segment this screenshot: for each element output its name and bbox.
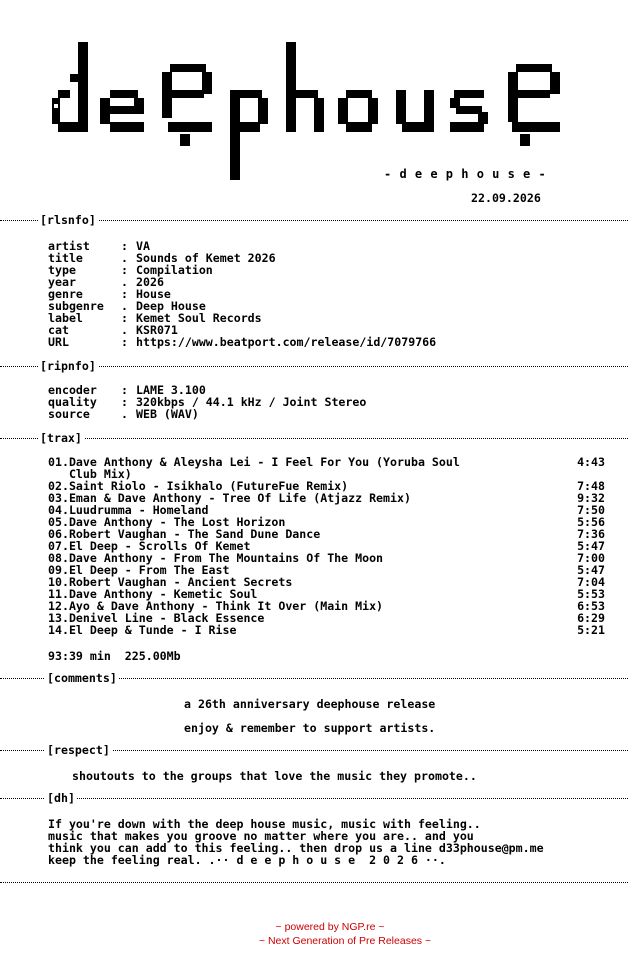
track-title: 14.El Deep & Tunde - I Rise [48, 623, 237, 637]
section-comments: [comments] [47, 671, 117, 685]
section-divider [0, 798, 628, 799]
release_info-key: URL [48, 335, 69, 349]
rip_info-key: quality [48, 395, 97, 409]
track-duration: 5:47 [577, 539, 605, 553]
dh-line: If you're down with the deep house music, music with feeling.. [48, 817, 481, 831]
release_info-sep: : [121, 287, 128, 301]
section-divider [0, 438, 628, 439]
release_info-key: year [48, 275, 76, 289]
track-title: 02.Saint Riolo - Isikhalo (FutureFue Remix) [48, 479, 349, 493]
rip_info-sep: : [121, 383, 128, 397]
rip_info-key: encoder [48, 383, 97, 397]
track-duration: 5:53 [577, 587, 605, 601]
release_info-sep: : [121, 239, 128, 253]
release_info-value: 2026 [136, 275, 164, 289]
release_info-value: Sounds of Kemet 2026 [136, 251, 276, 265]
rip_info-sep: . [121, 407, 128, 421]
track-duration: 9:32 [577, 491, 605, 505]
release_info-sep: : [121, 311, 128, 325]
release_info-key: label [48, 311, 83, 325]
release_info-key: title [48, 251, 83, 265]
release_info-value: VA [136, 239, 150, 253]
track-duration: 7:04 [577, 575, 605, 589]
track-duration: 6:53 [577, 599, 605, 613]
rip_info-key: source [48, 407, 90, 421]
rip_info-value: LAME 3.100 [136, 383, 206, 397]
track-duration: 7:00 [577, 551, 605, 565]
track-title: 10.Robert Vaughan - Ancient Secrets [48, 575, 293, 589]
rip_info-value: WEB (WAV) [136, 407, 199, 421]
section-divider [0, 882, 628, 883]
track-duration: 5:56 [577, 515, 605, 529]
deephouse-logo [50, 34, 580, 184]
track-duration: 5:21 [577, 623, 605, 637]
track-duration: 6:29 [577, 611, 605, 625]
track-duration: 4:43 [577, 455, 605, 469]
track-title: 07.El Deep - Scrolls Of Kemet [48, 539, 251, 553]
section-rlsnfo: [rlsnfo] [40, 213, 96, 227]
release_info-sep: . [121, 275, 128, 289]
release_info-sep: . [121, 251, 128, 265]
track-title: 08.Dave Anthony - From The Mountains Of The Moon [48, 551, 384, 565]
section-dh: [dh] [47, 791, 75, 805]
release_info-key: type [48, 263, 76, 277]
release_info-key: artist [48, 239, 90, 253]
track-duration: 7:36 [577, 527, 605, 541]
footer-tagline: ~ Next Generation of Pre Releases ~ [258, 935, 432, 947]
track-title: 11.Dave Anthony - Kemetic Soul [48, 587, 258, 601]
track-duration: 5:47 [577, 563, 605, 577]
release_info-value: Kemet Soul Records [136, 311, 262, 325]
svg-text:deephouse: deephouse [50, 34, 56, 35]
release_info-sep: . [121, 299, 128, 313]
track-title: 13.Denivel Line - Black Essence [48, 611, 265, 625]
rip_info-sep: : [121, 395, 128, 409]
track-title: 06.Robert Vaughan - The Sand Dune Dance [48, 527, 321, 541]
release_info-value: https://www.beatport.com/release/id/7079766 [136, 335, 437, 349]
track-title: 01.Dave Anthony & Aleysha Lei - I Feel For You (Yoruba Soul [48, 455, 460, 469]
track-title: 03.Eman & Dave Anthony - Tree Of Life (Atjazz Remix) [48, 491, 411, 505]
rip_info-value: 320kbps / 44.1 kHz / Joint Stereo [136, 395, 367, 409]
release_info-value: KSR071 [136, 323, 178, 337]
track-title: 04.Luudrumma - Homeland [48, 503, 209, 517]
track-title: 09.El Deep - From The East [48, 563, 230, 577]
track-duration: 7:48 [577, 479, 605, 493]
footer-powered-by: ~ powered by NGP.re ~ [275, 921, 385, 933]
release_info-key: subgenre [48, 299, 104, 313]
release_info-value: Compilation [136, 263, 213, 277]
release-date: 22.09.2026 [471, 191, 541, 205]
comment-line: a 26th anniversary deephouse release [184, 697, 436, 711]
release_info-value: House [136, 287, 171, 301]
section-respect: [respect] [47, 743, 110, 757]
release_info-sep: . [121, 323, 128, 337]
tagline: - d e e p h o u s e - [384, 167, 547, 181]
release_info-key: cat [48, 323, 69, 337]
track-title-continued: Club Mix) [48, 467, 132, 481]
respect-line: shoutouts to the groups that love the music they promote.. [72, 769, 477, 783]
release_info-value: Deep House [136, 299, 206, 313]
track-title: 12.Ayo & Dave Anthony - Think It Over (Main Mix) [48, 599, 384, 613]
release_info-key: genre [48, 287, 83, 301]
dh-line: music that makes you groove no matter where you are.. and you [48, 829, 474, 843]
dh-line: think you can add to this feeling.. then drop us a line d33phouse@pm.me [48, 841, 544, 855]
track-duration: 7:50 [577, 503, 605, 517]
comment-line: enjoy & remember to support artists. [184, 721, 436, 735]
section-ripnfo: [ripnfo] [40, 359, 96, 373]
dh-line: keep the feeling real. .·· d e e p h o u s e 2 0 2 6 ··. [48, 853, 446, 867]
release_info-sep: : [121, 263, 128, 277]
release_info-sep: : [121, 335, 128, 349]
total-runtime-size: 93:39 min 225.00Mb [48, 649, 181, 663]
section-trax: [trax] [40, 431, 82, 445]
track-title: 05.Dave Anthony - The Lost Horizon [48, 515, 286, 529]
